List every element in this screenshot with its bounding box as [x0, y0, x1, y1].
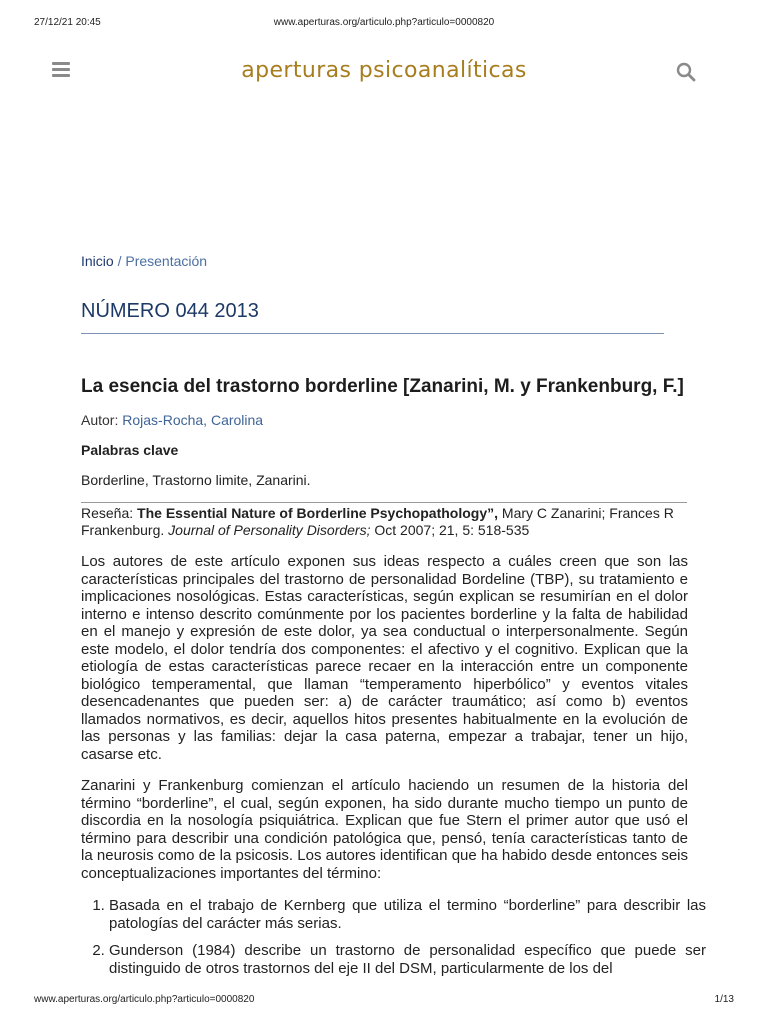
article-paragraph-2: Zanarini y Frankenburg comienzan el artículo haciendo un resumen de la historia del término “borderline”, el cual, según exponen, ha sido durante mucho tiempo un punto de discordia en la nosología psiquiátrica. Explican que fue Stern el primer autor que usó el término para describir una condición patológica que, pensó, tenía características tanto de la neurosis como de la psicosis. Los autores identifican que ha habido desde entonces seis conceptualizaciones importantes del término: — [81, 777, 688, 882]
site-header — [0, 54, 768, 94]
print-footer — [0, 994, 768, 1008]
print-url: www.aperturas.org/articulo.php?articulo=0000820 — [273, 17, 495, 28]
article-paragraph-1: Los autores de este artículo exponen sus ideas respecto a cuáles creen que son las características principales del trastorno de personalidad Bordeline (TBP), su tratamiento e implicaciones nosológicas. Estas características, según explican se resumirían en el dolor interno e intenso descrito comúnmente por los pacientes borderline y la falta de habilidad en el manejo y expresión de este dolor, ya sea conductual o interpersonalmente. Según este modelo, el dolor tendría dos componentes: el afectivo y el cognitivo. Explican que la etiología de estas características parece recaer en la interacción entre un componente biológico temperamental, que llaman “temperamento hiperbólico” y eventos vitales desencadenantes que pueden ser: a) de carácter traumático; así como b) eventos llamados normativos, es decir, aquellos hitos presentes habitualmente en la evolución de las personas y las familias: dejar la casa paterna, empezar a trabajar, tener un hijo, casarse etc. — [81, 553, 688, 763]
issue-heading: NÚMERO 044 2013 — [81, 300, 664, 334]
author-label: Autor: — [81, 412, 123, 428]
print-datetime: 27/12/21 20:45 — [34, 17, 101, 28]
author-link[interactable]: Rojas-Rocha, Carolina — [122, 412, 264, 428]
review-journal: Journal of Personality Disorders; — [168, 522, 371, 538]
breadcrumb-home-link[interactable]: Inicio — [81, 253, 114, 269]
search-icon[interactable] — [676, 62, 696, 82]
keywords-label: Palabras clave — [81, 442, 179, 458]
article-author — [81, 412, 263, 428]
breadcrumb — [81, 253, 207, 269]
list-item: 2. Gunderson (1984) describe un trastorno de personalidad específico que puede ser distinguido de otros trastornos del eje II del DSM, particularmente de los del — [109, 942, 706, 977]
list-item: 1. Basada en el trabajo de Kernberg que utiliza el termino “borderline” para describir las patologías del carácter más serias. — [109, 897, 706, 932]
review-reference — [81, 502, 687, 539]
print-header — [0, 17, 768, 31]
review-ref: Oct 2007; 21, 5: 518-535 — [370, 522, 530, 538]
review-title: The Essential Nature of Borderline Psychopathology”, — [137, 505, 499, 521]
review-authors: Mary C Zanarini; Frances R Frankenburg. — [81, 505, 674, 538]
site-logo[interactable]: aperturas psicoanalíticas — [241, 58, 527, 83]
footer-url: www.aperturas.org/articulo.php?articulo=0000820 — [34, 994, 255, 1005]
article-title: La esencia del trastorno borderline [Zanarini, M. y Frankenburg, F.] — [81, 376, 684, 397]
breadcrumb-separator: / — [113, 253, 126, 269]
keywords-values: Borderline, Trastorno limite, Zanarini. — [81, 472, 311, 488]
page-number: 1/13 — [714, 994, 734, 1005]
breadcrumb-current-link[interactable]: Presentación — [125, 253, 208, 269]
conceptualizations-list — [81, 897, 706, 987]
review-label: Reseña: — [81, 505, 138, 521]
